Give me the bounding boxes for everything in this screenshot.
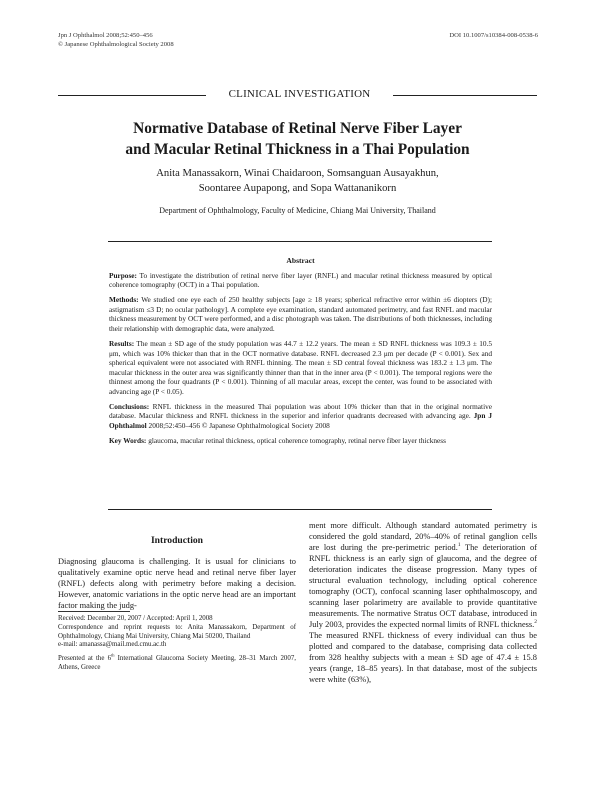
results-label: Results: xyxy=(109,338,135,348)
abstract-heading: Abstract xyxy=(286,256,315,265)
correspondence-note: Correspondence and reprint requests to: Anita Manassakorn, Department of Ophthalmology, Chiang Mai University, Chiang Mai 50200, Thailand xyxy=(58,623,296,640)
intro-paragraph-right xyxy=(309,520,537,685)
abstract-purpose xyxy=(109,271,492,290)
authors-line-1: Anita Manassakorn, Winai Chaidaroon, Somsanguan Ausayakhun, xyxy=(156,168,439,179)
purpose-text: To investigate the distribution of retinal nerve fiber layer (RNFL) and macular retinal thickness measured by optical coherence tomography (OCT) in a Thai population. xyxy=(109,270,492,290)
intro-right-text-1: ment more difficult. Although standard automated perimetry is considered the gold standard, 20%–40% of retinal ganglion cells are lost during the pre-perimetric period. xyxy=(309,521,537,552)
section-label: CLINICAL INVESTIGATION xyxy=(228,88,371,100)
doi[interactable]: DOI 10.1007/s10384-008-0538-6 xyxy=(449,32,538,39)
abstract-block xyxy=(109,256,492,451)
presented-text-1: Presented at the 6 xyxy=(58,655,112,663)
purpose-label: Purpose: xyxy=(109,270,137,280)
citation-text: 2008;52:450–456 © Japanese Ophthalmological Society 2008 xyxy=(146,421,330,431)
section-divider-left xyxy=(58,95,206,96)
results-text: The mean ± SD age of the study population was 44.7 ± 12.2 years. The mean ± SD RNFL thickness was 109.3 ± 10.5 μm, which was 10% thicker than that in the OCT normative database. RNFL decreased 2.3 μm per decade (P < 0.001). Sex and spherical equivalent were not associated with RNFL thinning. The mean ± SD central foveal thickness was 183.2 ± 1.3 μm. The macular thickness in the outer area was significantly thinner than that in the inner area (P < 0.001). The temporal regions were the thinnest among the four quadrants (P < 0.001). Thinning of all macular areas, except the center, was found to be associated with advancing age (P < 0.05). xyxy=(109,338,492,396)
title-line-1: Normative Database of Retinal Nerve Fiber Layer xyxy=(133,120,462,137)
intro-paragraph-left: Diagnosing glaucoma is challenging. It is usual for clinicians to qualitatively examine optic nerve head and retinal nerve fiber layer (RNFL) defects along with perimetry before making a decision. However, anatomic variations in the optic nerve head are an important factor making the judg- xyxy=(58,557,296,610)
abstract-results xyxy=(109,339,492,397)
abstract-conclusions xyxy=(109,402,492,431)
presented-superscript: th xyxy=(111,652,115,658)
body-column-right xyxy=(309,520,537,685)
article-title xyxy=(60,118,535,160)
keywords-label: Key Words: xyxy=(109,436,147,446)
abstract-top-rule xyxy=(108,241,492,242)
conclusions-label: Conclusions: xyxy=(109,401,150,411)
abstract-keywords xyxy=(109,436,492,446)
conclusions-text: RNFL thickness in the measured Thai population was about 10% thicker than that in the original normative database. Macular thickness and RNFL thickness in the superior and inferior quadrants decreased with advancing age. xyxy=(109,401,492,421)
abstract-methods xyxy=(109,295,492,333)
body-column-left xyxy=(58,535,296,611)
reference-1[interactable]: 1 xyxy=(457,542,461,549)
received-dates: Received: December 20, 2007 / Accepted: April 1, 2008 xyxy=(58,615,213,622)
email-address[interactable]: e-mail: amanassa@mail.med.cmu.ac.th xyxy=(58,641,167,649)
footnotes xyxy=(58,615,296,673)
author-list xyxy=(60,167,535,196)
intro-right-text-3: The measured RNFL thickness of every individual can thus be plotted and compared to the database, comprising data collected from 328 healthy subjects with a mean ± SD age of 47.4 ± 15.8 years (range, 18–85 years). In that database, most of the subjects were white (63%), xyxy=(309,631,537,684)
copyright-line: © Japanese Ophthalmological Society 2008 xyxy=(58,41,174,48)
abstract-bottom-rule xyxy=(108,509,492,510)
title-line-2: and Macular Retinal Thickness in a Thai Population xyxy=(125,141,470,158)
reference-2[interactable]: 2 xyxy=(534,619,537,626)
methods-text: We studied one eye each of 250 healthy subjects [age ≥ 18 years; spherical refractive error within ±6 diopters (D); astigmatism ≤3 D; no ocular pathology]. A complete eye examination, standard automated perimetry, and fast RNFL and macular thickness measurement by OCT were performed, and a disc photograph was taken. The distributions of both thicknesses, including their relationship with demographic data, were analyzed. xyxy=(109,295,492,333)
keywords-text: glaucoma, macular retinal thickness, optical coherence tomography, retinal nerve fiber layer thickness xyxy=(146,436,446,446)
authors-line-2: Soontaree Aupapong, and Sopa Wattananikorn xyxy=(198,182,397,194)
citation-journal: Jpn J Ophthalmol xyxy=(109,411,492,431)
methods-label: Methods: xyxy=(109,295,139,305)
journal-citation: Jpn J Ophthalmol 2008;52:450–456 xyxy=(58,32,153,39)
intro-right-text-2: The deterioration of RNFL thickness is an early sign of glaucoma, and the degree of deterioration indicates the disease progression. Many types of structural evaluation technology, including optical coherence tomography (OCT), confocal scanning laser ophthalmoscopy, and scanning laser polarimetry are available to provide quantitative measurements. The normative Stratus OCT database, introduced in July 2003, provides the expected normal limits of RNFL thickness. xyxy=(309,543,537,629)
footnote-rule xyxy=(58,611,130,612)
running-head-left xyxy=(58,31,174,49)
affiliation: Department of Ophthalmology, Faculty of Medicine, Chiang Mai University, Thailand xyxy=(159,206,436,215)
presented-text-2: International Glaucoma Society Meeting, 28–31 March 2007, Athens, Greece xyxy=(58,655,296,671)
introduction-heading: Introduction xyxy=(150,535,204,546)
section-divider-right xyxy=(393,95,537,96)
presentation-note xyxy=(58,652,296,673)
